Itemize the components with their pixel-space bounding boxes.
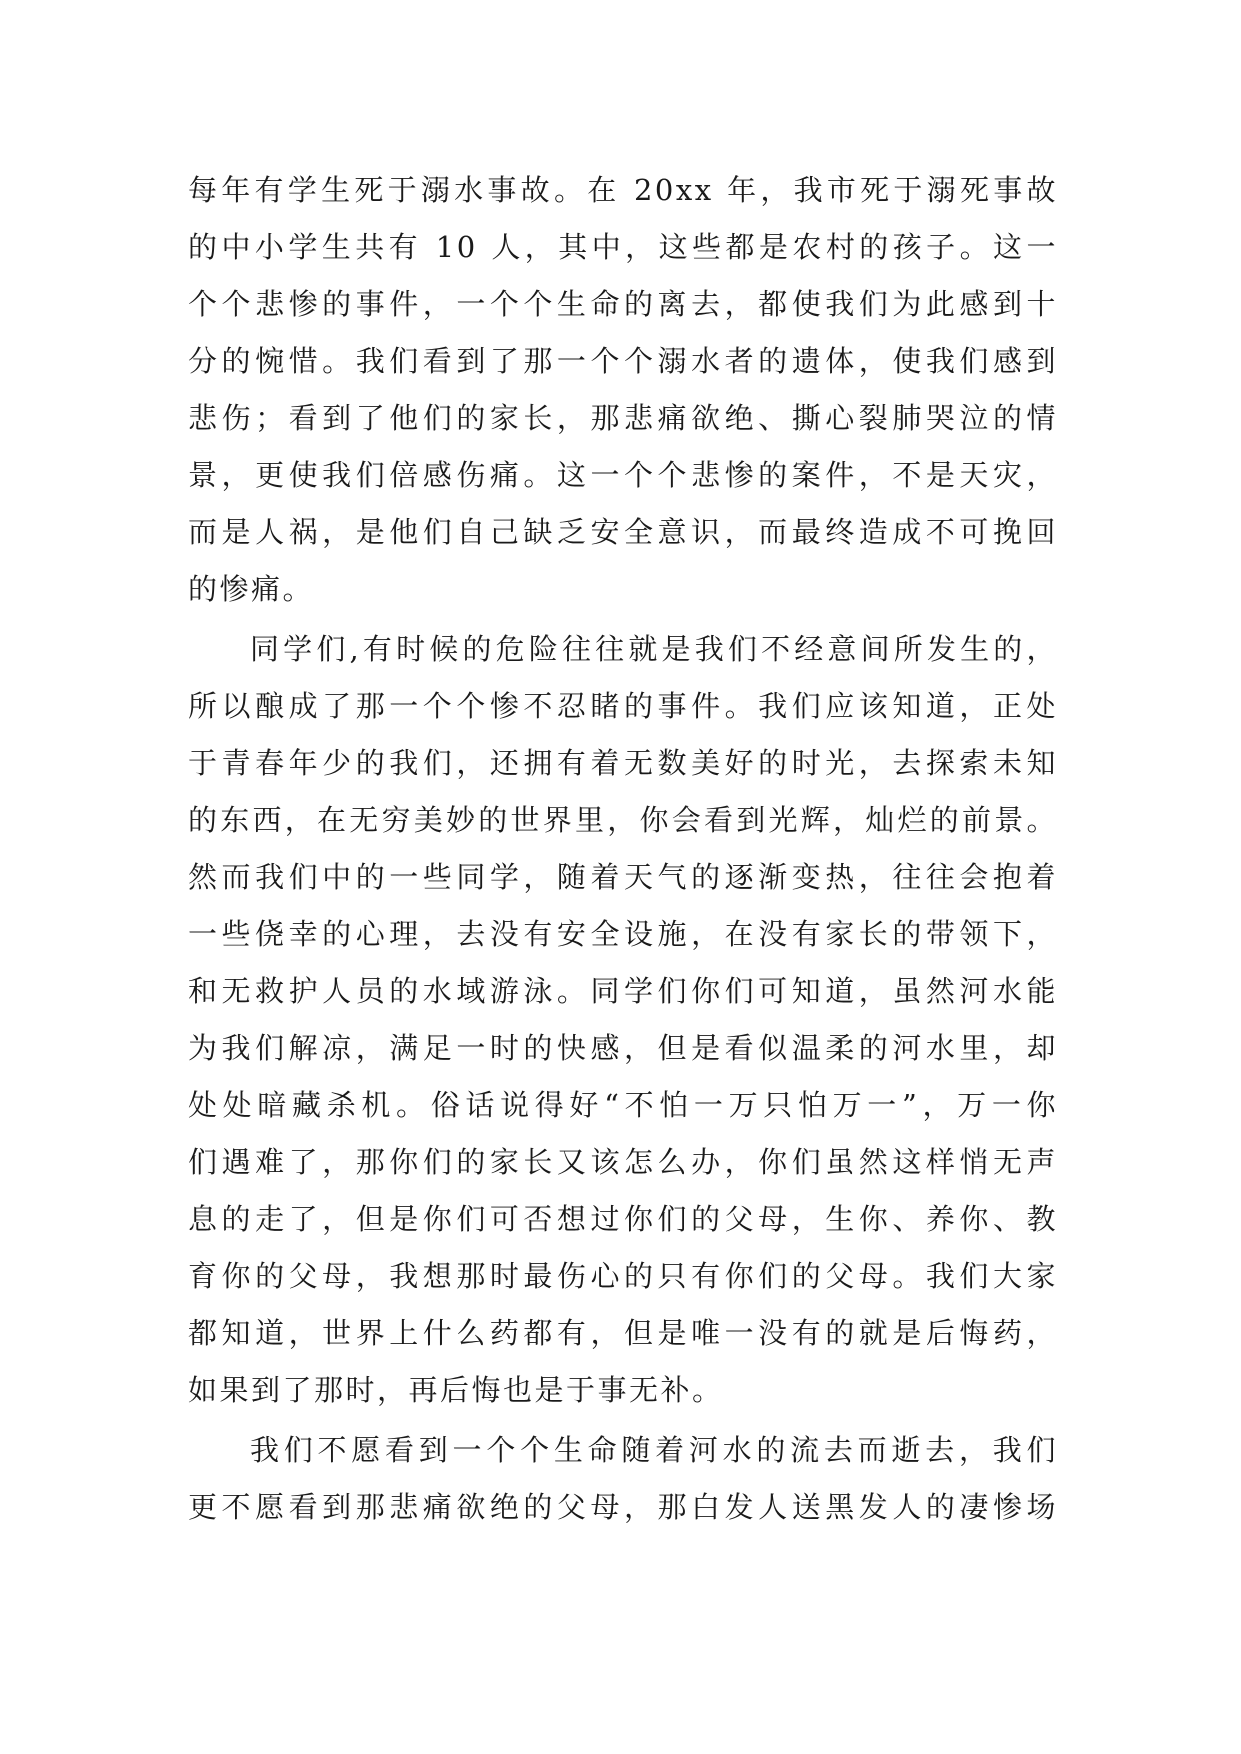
paragraph: [188, 162, 1058, 618]
text-line: 悲伤；看到了他们的家长，那悲痛欲绝、撕心裂肺哭泣的情: [188, 401, 1058, 435]
text-line: 处处暗藏杀机。俗话说得好“不怕一万只怕万一”，万一你: [188, 1088, 1058, 1122]
text-line: 然而我们中的一些同学，随着天气的逐渐变热，往往会抱着: [188, 860, 1058, 894]
text-line: 更不愿看到那悲痛欲绝的父母，那白发人送黑发人的凄惨场: [188, 1490, 1058, 1524]
text-line: 的中小学生共有 10 人，其中，这些都是农村的孩子。这一: [188, 230, 1058, 264]
text-line: 分的惋惜。我们看到了那一个个溺水者的遗体，使我们感到: [188, 344, 1058, 378]
text-line: 们遇难了，那你们的家长又该怎么办，你们虽然这样悄无声: [188, 1145, 1058, 1179]
text-line: 同学们,有时候的危险往往就是我们不经意间所发生的，: [250, 632, 1058, 666]
text-line: 我们不愿看到一个个生命随着河水的流去而逝去，我们: [250, 1433, 1058, 1467]
text-line: 每年有学生死于溺水事故。在 20xx 年，我市死于溺死事故: [188, 173, 1058, 207]
paragraph: [188, 1422, 1058, 1536]
text-line: 景，更使我们倍感伤痛。这一个个悲惨的案件，不是天灾，: [188, 458, 1058, 492]
text-line: 育你的父母，我想那时最伤心的只有你们的父母。我们大家: [188, 1259, 1058, 1293]
text-line: 而是人祸，是他们自己缺乏安全意识，而最终造成不可挽回: [188, 515, 1058, 549]
paragraph: [188, 621, 1058, 1419]
text-line: 个个悲惨的事件，一个个生命的离去，都使我们为此感到十: [188, 287, 1058, 321]
text-line: 的东西，在无穷美妙的世界里，你会看到光辉，灿烂的前景。: [188, 803, 1058, 837]
document-body: [188, 162, 1058, 1536]
text-line: 于青春年少的我们，还拥有着无数美好的时光，去探索未知: [188, 746, 1058, 780]
text-line: 都知道，世界上什么药都有，但是唯一没有的就是后悔药，: [188, 1316, 1058, 1350]
text-line: 一些侥幸的心理，去没有安全设施，在没有家长的带领下，: [188, 917, 1058, 951]
text-line: 如果到了那时，再后悔也是于事无补。: [188, 1373, 724, 1407]
text-line: 为我们解凉，满足一时的快感，但是看似温柔的河水里，却: [188, 1031, 1058, 1065]
text-line: 和无救护人员的水域游泳。同学们你们可知道，虽然河水能: [188, 974, 1058, 1008]
text-line: 所以酿成了那一个个惨不忍睹的事件。我们应该知道，正处: [188, 689, 1058, 723]
text-line: 的惨痛。: [188, 572, 315, 606]
text-line: 息的走了，但是你们可否想过你们的父母，生你、养你、教: [188, 1202, 1058, 1236]
